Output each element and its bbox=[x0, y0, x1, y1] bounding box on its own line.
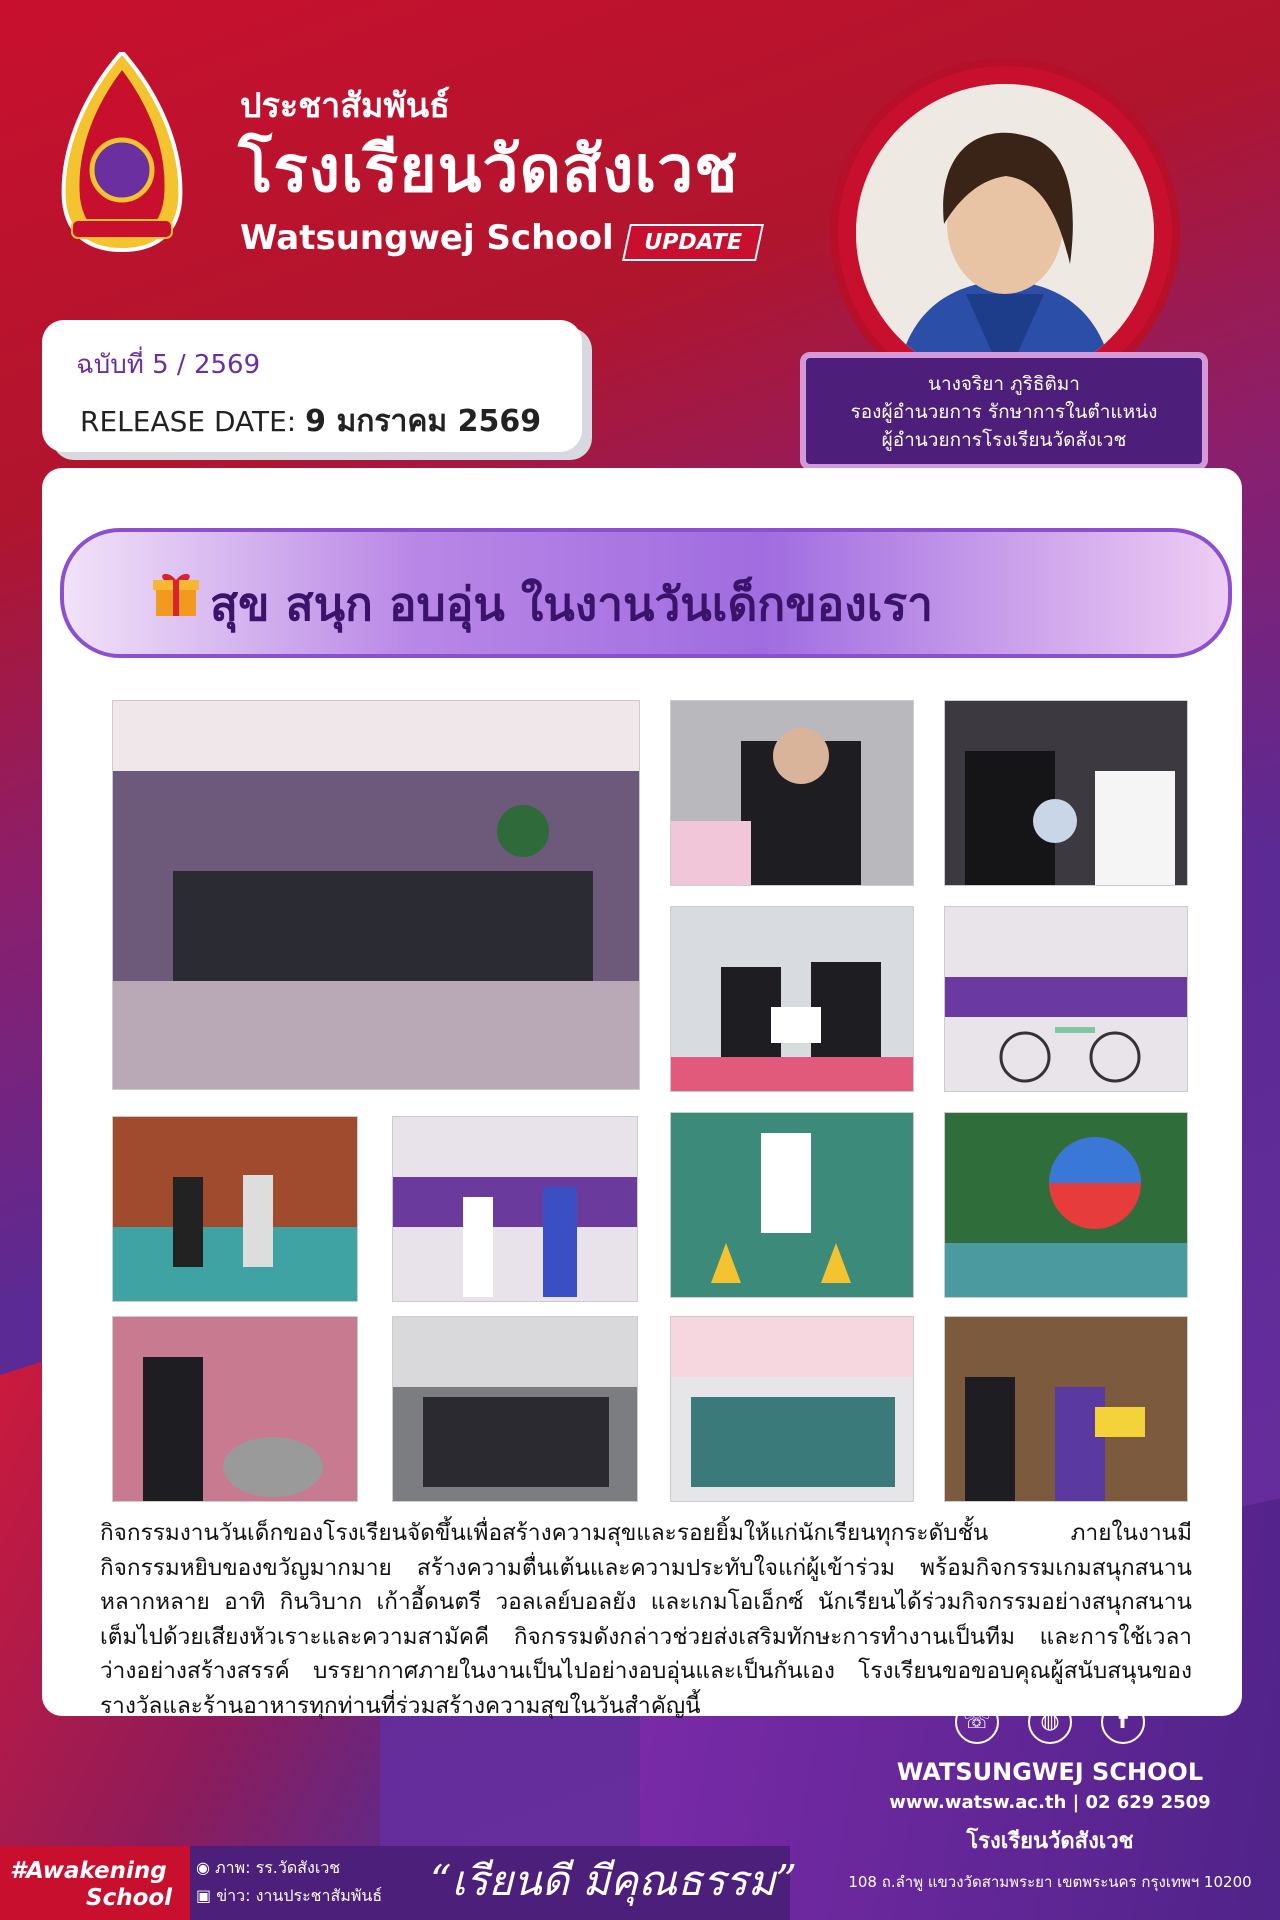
web-phone[interactable]: www.watsw.ac.th | 02 629 2509 bbox=[889, 1792, 1211, 1813]
photo-bicycle bbox=[944, 906, 1188, 1092]
release-date: 9 มกราคม 2569 bbox=[305, 404, 542, 439]
contact-block bbox=[840, 1700, 1260, 1894]
photo-food bbox=[112, 1316, 358, 1502]
news-credit: ข่าว: งานประชาสัมพันธ์ bbox=[216, 1886, 383, 1905]
release-date-line bbox=[80, 398, 541, 445]
photo-speaker bbox=[670, 700, 914, 886]
news-credit-line bbox=[196, 1884, 382, 1909]
school-address: 108 ถ.ลำพู แขวงวัดสามพระยา เขตพระนคร กรุงเทพฯ 10200 bbox=[848, 1873, 1252, 1891]
school-logo bbox=[52, 52, 192, 252]
facebook-icon[interactable]: f bbox=[1101, 1700, 1145, 1744]
school-name-en: WATSUNGWEJ SCHOOL bbox=[896, 1758, 1204, 1786]
article-body: กิจกรรมงานวันเด็กของโรงเรียนจัดขึ้นเพื่อสร้างความสุขและรอยยิ้มให้แก่นักเรียนทุกระดับชั้น ภายในงานมีกิจกรรมหยิบของขวัญมากมาย สร้างความตื่นเต้นและความประทับใจแก่ผู้เข้าร่วม พร้อมกิจกรรมเกมสนุกสนานหลากหลาย อาทิ กินวิบาก เก้าอี้ดนตรี วอลเลย์บอลยัง และเกมโอเอ็กซ์ นักเรียนได้ร่วมกิจกรรมอย่างสนุกสนาน เต็มไปด้วยเสียงหัวเราะและความสามัคคี กิจกรรมดังกล่าวช่วยส่งเสริมทักษะการทำงานเป็นทีม และการใช้เวลาว่างอย่างสร้างสรรค์ บรรยากาศภายในงานเป็นไปอย่างอบอุ่นและเป็นกันเอง โรงเรียนขอขอบคุณผู้สนับสนุนของรางวัลและร้านอาหารทุกท่านที่ร่วมสร้างความสุขในวันสำคัญนี้ bbox=[100, 1520, 1192, 1719]
header-english-title: Watsungwej School bbox=[240, 218, 614, 258]
phone-icon[interactable]: ☏ bbox=[955, 1700, 999, 1744]
header-main-title: โรงเรียนวัดสังเวช bbox=[238, 133, 739, 207]
contact-icons bbox=[840, 1700, 1260, 1744]
photo-ball-game bbox=[944, 1112, 1188, 1298]
photo-dance bbox=[112, 1116, 358, 1302]
photo-cones-game bbox=[670, 1112, 914, 1298]
director-name: นางจริยา ภูริธิติมา bbox=[928, 373, 1080, 395]
hashtag-line-1: #Awakening bbox=[10, 1858, 167, 1884]
header-small-title: ประชาสัมพันธ์ bbox=[240, 86, 450, 126]
photo-group bbox=[112, 700, 640, 1090]
article-title: สุข สนุก อบอุ่น ในงานวันเด็กของเรา bbox=[210, 577, 933, 631]
director-role-2: ผู้อำนวยการโรงเรียนวัดสังเวช bbox=[881, 429, 1127, 451]
school-motto: “เรียนดี มีคุณธรรม” bbox=[430, 1856, 797, 1905]
photo-gift-handover bbox=[944, 700, 1188, 886]
issue-number: ฉบับที่ 5 / 2569 bbox=[76, 350, 261, 380]
gift-icon bbox=[150, 568, 202, 620]
photo-restaurant-donation bbox=[944, 1316, 1188, 1502]
director-role-1: รองผู้อำนวยการ รักษาการในตำแหน่ง bbox=[850, 401, 1158, 423]
camera-icon: ◉ bbox=[196, 1858, 210, 1877]
photo-musical-chairs bbox=[392, 1116, 638, 1302]
news-icon: ▣ bbox=[196, 1886, 212, 1905]
update-badge: UPDATE bbox=[622, 224, 763, 261]
director-name-box bbox=[800, 352, 1208, 470]
globe-icon[interactable]: ◍ bbox=[1028, 1700, 1072, 1744]
photo-credit-line bbox=[196, 1856, 340, 1881]
hashtag-line-2: School bbox=[86, 1885, 173, 1911]
hashtag bbox=[10, 1858, 172, 1912]
school-name-th: โรงเรียนวัดสังเวช bbox=[966, 1829, 1134, 1854]
issue-box bbox=[42, 320, 582, 452]
photo-donors-group bbox=[392, 1316, 638, 1502]
photo-award-group bbox=[670, 1316, 914, 1502]
release-label: RELEASE DATE: bbox=[80, 405, 297, 438]
photo-credit: ภาพ: รร.วัดสังเวช bbox=[215, 1858, 341, 1877]
photo-certificate bbox=[670, 906, 914, 1092]
director-portrait bbox=[856, 84, 1154, 382]
